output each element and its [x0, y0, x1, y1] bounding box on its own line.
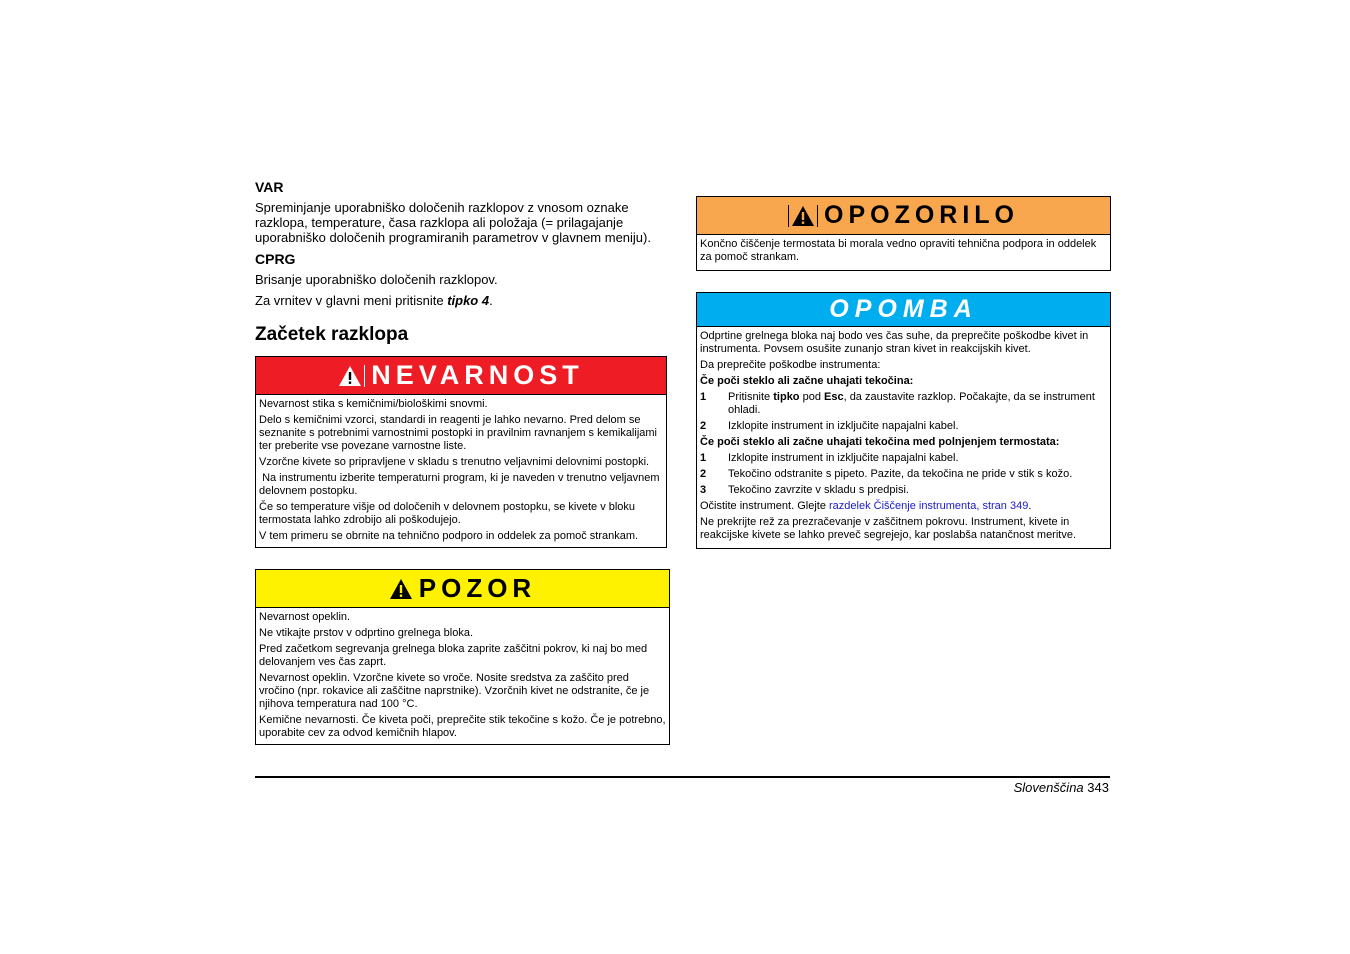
- clean-text-post: .: [1028, 500, 1032, 512]
- notice-box: [696, 292, 1111, 549]
- return-instruction: [255, 293, 670, 308]
- danger-line: Če so temperature višje od določenih v delovnem postopku, se kivete v bloku termostata lahko zdrobijo ali poškodujejo.: [259, 501, 636, 526]
- cprg-heading: CPRG: [255, 251, 296, 267]
- caution-box: [255, 569, 670, 745]
- danger-line: Vzorčne kivete so pripravljene v skladu s trenutno veljavnimi delovnimi postopki.: [259, 456, 650, 468]
- step-text: Izklopite instrument in izključite napajalni kabel.: [728, 420, 959, 432]
- step-number: 1: [700, 452, 707, 464]
- notice-case2-heading-text: Če poči steklo ali začne uhajati tekočina med polnjenjem termostata:: [700, 436, 1060, 448]
- footer-rule: [255, 776, 1110, 778]
- caution-title: POZOR: [418, 573, 537, 603]
- notice-step: [700, 420, 1107, 433]
- notice-step: [700, 452, 1107, 465]
- var-text: Spreminjanje uporabniško določenih razklopov z vnosom oznake razklopa, temperature, časa razklopa ali položaja (= prilagajanje uporabniško določenih programiranih parametrov v glavnem meniju).: [255, 200, 651, 245]
- danger-body: [256, 395, 666, 547]
- warning-body: [697, 235, 1110, 270]
- warning-text: Končno čiščenje termostata bi morala vedno opraviti tehnična podpora in oddelek za pomoč strankam.: [700, 238, 1097, 263]
- step-key-label: tipko: [773, 391, 800, 403]
- notice-case2-heading: [700, 436, 1107, 449]
- cprg-text: Brisanje uporabniško določenih razklopov.: [255, 272, 498, 287]
- caution-line: Ne vtikajte prstov v odprtino grelnega bloka.: [259, 627, 474, 639]
- step-text: Tekočino zavrzite v skladu s predpisi.: [728, 484, 909, 496]
- notice-final: Ne prekrijte rež za prezračevanje v zaščitnem pokrovu. Instrument, kivete in reakcijske kivete se lahko preveč segrejejo, kar poslabša natančnost meritve.: [700, 516, 1077, 541]
- page-number: 343: [1087, 780, 1109, 795]
- step-text: [728, 391, 1107, 417]
- clean-text-pre: Očistite instrument. Glejte: [700, 500, 829, 512]
- danger-header: [256, 357, 666, 395]
- return-key: tipko 4: [447, 293, 490, 308]
- left-column: [255, 179, 670, 745]
- notice-step: [700, 484, 1107, 497]
- notice-clean: [700, 500, 1107, 513]
- notice-step: [700, 468, 1107, 481]
- danger-title: NEVARNOST: [371, 360, 584, 390]
- step-text: Tekočino odstranite s pipeto. Pazite, da tekočina ne pride v stik s kožo.: [728, 468, 1073, 480]
- var-heading: VAR: [255, 179, 284, 195]
- notice-case1-heading: [700, 375, 1107, 388]
- cleaning-section-link[interactable]: razdelek Čiščenje instrumenta, stran 349: [829, 500, 1029, 512]
- step-number: 1: [700, 391, 707, 403]
- danger-box: [255, 356, 667, 548]
- danger-line: Nevarnost stika s kemičnimi/biološkimi snovmi.: [259, 398, 488, 410]
- warning-title: OPOZORILO: [824, 201, 1019, 229]
- danger-line: V tem primeru se obrnite na tehnično podporo in oddelek za pomoč strankam.: [259, 530, 639, 542]
- step-number: 2: [700, 420, 707, 432]
- return-text-post: .: [489, 293, 493, 308]
- step-key-esc: Esc: [824, 391, 844, 403]
- warning-triangle-icon: [338, 365, 365, 387]
- caution-line: Kemične nevarnosti. Če kiveta poči, preprečite stik tekočine s kožo. Če je potrebno, uporabite cev za odvod kemičnih hlapov.: [259, 714, 666, 739]
- notice-title: OPOMBA: [829, 295, 978, 323]
- caution-body: [256, 608, 669, 744]
- right-column: [696, 196, 1111, 549]
- danger-line: Delo s kemičnimi vzorci, standardi in reagenti je lahko nevarno. Pred delom se seznanite s potrebnimi varnostnimi postopki in pravilnim ravnanjem s kemikalijami ter preberite vse povezane varnostne liste.: [259, 414, 657, 452]
- notice-step: [700, 391, 1107, 417]
- notice-case1-heading-text: Če poči steklo ali začne uhajati tekočina:: [700, 375, 914, 387]
- step-number: 2: [700, 468, 707, 480]
- caution-line: Nevarnost opeklin.: [259, 611, 351, 623]
- step-text-part: pod: [799, 391, 824, 403]
- caution-header: [256, 570, 669, 608]
- warning-header: [697, 197, 1110, 235]
- step-text-part: , da zaustavite razklop. Počakajte, da se instrument ohladi.: [728, 391, 1095, 416]
- warning-triangle-icon: [788, 205, 818, 227]
- warning-box: [696, 196, 1111, 271]
- return-text-pre: Za vrnitev v glavni meni pritisnite: [255, 293, 448, 308]
- danger-line: Na instrumentu izberite temperaturni program, ki je naveden v trenutno veljavnem delovnem postopku.: [259, 472, 663, 497]
- notice-prevent: Da preprečite poškodbe instrumenta:: [700, 359, 881, 371]
- step-number: 3: [700, 484, 707, 496]
- step-text-part: Pritisnite: [728, 391, 774, 403]
- caution-line: Nevarnost opeklin. Vzorčne kivete so vroče. Nosite sredstva za zaščito pred vročino (npr. rokavice ali zaščitne naprstnike). Vzorčnih kivet ne odstranite, če je njihova temperatura nad 100 °C.: [259, 672, 650, 710]
- footer-language: Slovenščina: [1013, 780, 1084, 795]
- page-footer: [1014, 780, 1109, 795]
- notice-body: [697, 327, 1110, 548]
- notice-intro: Odprtine grelnega bloka naj bodo ves čas suhe, da preprečite poškodbe kivet in instrumenta. Povsem osušite zunanjo stran kivet in reakcijskih kivet.: [700, 330, 1089, 355]
- step-text: Izklopite instrument in izključite napajalni kabel.: [728, 452, 959, 464]
- notice-header: [697, 293, 1110, 327]
- warning-triangle-icon: [389, 578, 413, 600]
- caution-line: Pred začetkom segrevanja grelnega bloka zaprite zaščitni pokrov, ki naj bo med delovanjem ves čas zaprt.: [259, 643, 648, 668]
- section-title: Začetek razklopa: [255, 324, 409, 345]
